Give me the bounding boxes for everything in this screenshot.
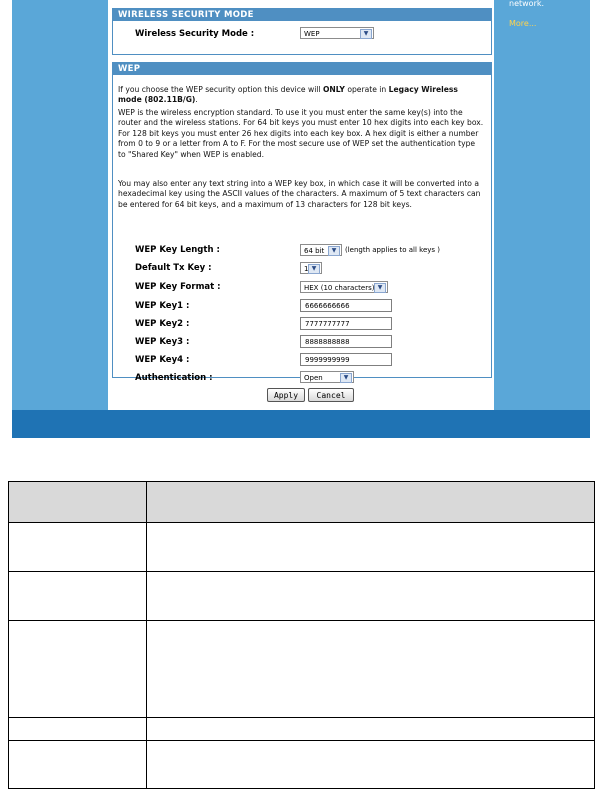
key-format-select[interactable]: HEX (10 characters) ▼ <box>300 281 388 293</box>
default-tx-key-label: Default Tx Key : <box>135 263 212 273</box>
wep-key4-input[interactable]: 9999999999 <box>300 353 392 366</box>
panel-title: WIRELESS SECURITY MODE <box>113 9 491 21</box>
wep-key4-label: WEP Key4 : <box>135 355 190 365</box>
table-row <box>9 572 595 621</box>
chevron-down-icon: ▼ <box>308 264 320 274</box>
authentication-select[interactable]: Open ▼ <box>300 371 354 383</box>
table-row <box>9 523 595 572</box>
table-row <box>9 621 595 718</box>
wep-key2-label: WEP Key2 : <box>135 319 190 329</box>
wep-legacy-note: If you choose the WEP security option this device will ONLY operate in Legacy Wireless mode (802.11B/G). <box>118 85 458 105</box>
wep-key2-input[interactable]: 7777777777 <box>300 317 392 330</box>
security-mode-value: WEP <box>304 30 320 38</box>
chevron-down-icon: ▼ <box>360 29 372 39</box>
security-mode-label: Wireless Security Mode : <box>135 29 255 39</box>
router-screenshot <box>12 0 590 438</box>
wep-description: WEP is the wireless encryption standard. To use it you must enter the same key(s) into the router and the wireless stations. For 64 bit keys you must enter 10 hex digits into each key box. For 128 bit keys you must enter 26 hex digits into each key box. A hex digit is either a number from 0 to 9 or a letter from A to F. For the most secure use of WEP set the authentication type to "Shared Key" when WEP is enabled. <box>118 108 484 159</box>
table-row <box>9 718 595 741</box>
wep-text-key-description: You may also enter any text string into a WEP key box, in which case it will be converted into a hexadecimal key using the ASCII values of the characters. A maximum of 5 text characters can be entered for 64 bit keys, and a maximum of 13 characters for 128 bit keys. <box>118 179 481 209</box>
key-length-label: WEP Key Length : <box>135 245 220 255</box>
chevron-down-icon: ▼ <box>328 246 340 256</box>
main-content <box>108 0 494 410</box>
key-format-label: WEP Key Format : <box>135 282 221 292</box>
sidebar-network-text: network. <box>509 0 545 8</box>
cancel-button[interactable]: Cancel <box>308 388 354 402</box>
key-length-select[interactable]: 64 bit ▼ <box>300 244 342 256</box>
table-row <box>9 741 595 789</box>
authentication-label: Authentication : <box>135 373 213 383</box>
apply-button[interactable]: Apply <box>267 388 305 402</box>
right-help-sidebar <box>495 0 590 410</box>
wep-key1-label: WEP Key1 : <box>135 301 190 311</box>
key-length-note: (length applies to all keys ) <box>345 246 441 254</box>
wep-key3-input[interactable]: 8888888888 <box>300 335 392 348</box>
wep-key3-label: WEP Key3 : <box>135 337 190 347</box>
table-header-cell <box>147 482 595 523</box>
security-mode-select[interactable] <box>300 27 374 39</box>
more-link[interactable]: More... <box>509 19 537 28</box>
table-header-cell <box>9 482 147 523</box>
chevron-down-icon: ▼ <box>374 283 386 293</box>
table-header-row <box>9 482 595 523</box>
wep-panel <box>112 62 492 383</box>
wireless-security-mode-panel <box>112 8 492 55</box>
wep-key1-input[interactable]: 6666666666 <box>300 299 392 312</box>
default-tx-key-select[interactable]: 1 ▼ <box>300 262 322 274</box>
chevron-down-icon: ▼ <box>340 373 352 383</box>
parameter-table <box>8 481 595 789</box>
panel-title: WEP <box>113 63 491 75</box>
bottom-bar <box>12 410 590 438</box>
